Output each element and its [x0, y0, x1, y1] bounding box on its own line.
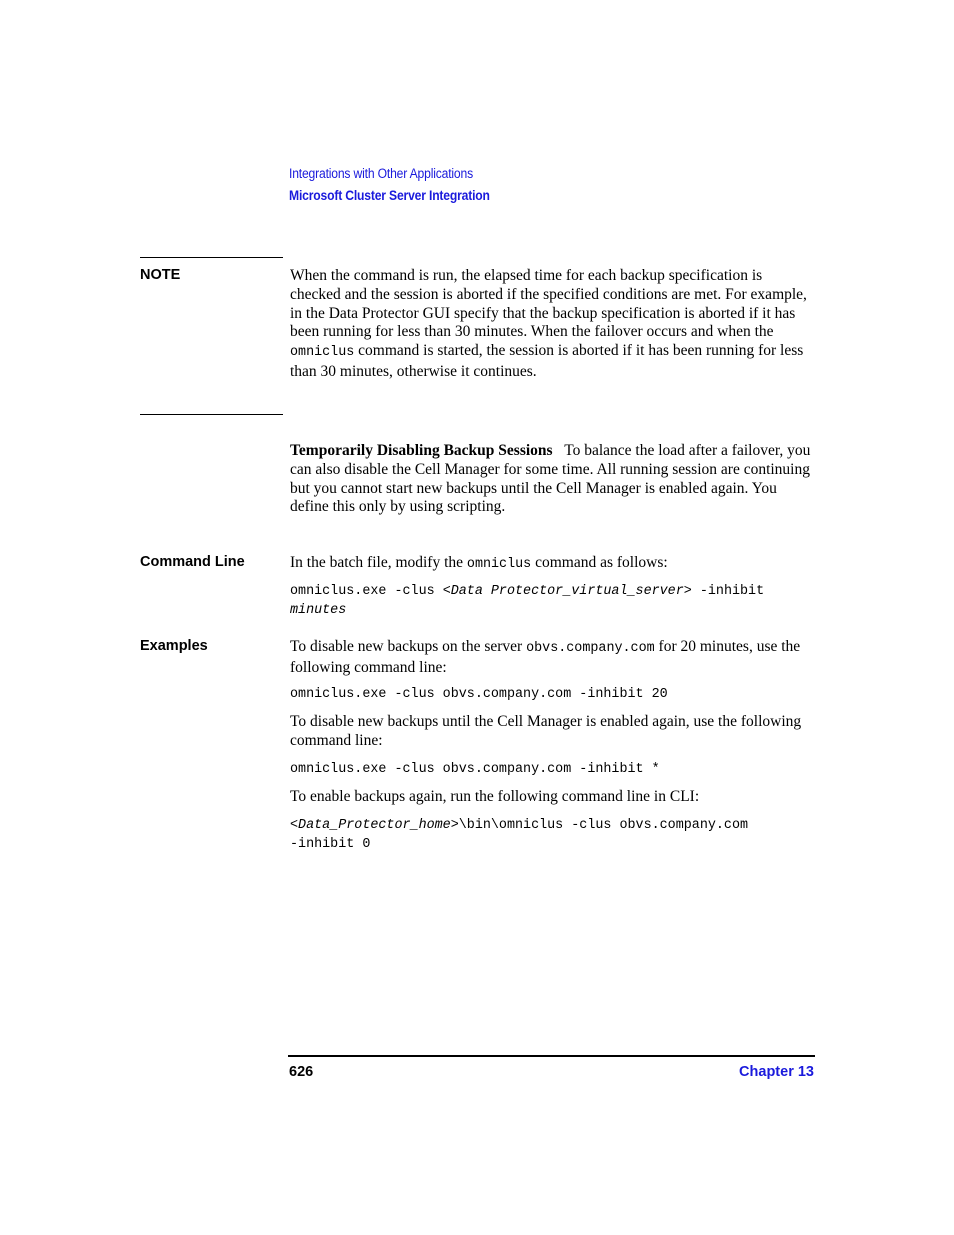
command-line-intro [290, 554, 815, 575]
command-line-code-suffix: -inhibit [691, 584, 765, 599]
command-line-code-block [290, 583, 815, 620]
examples-code-3-placeholder: <Data_Protector_home> [290, 818, 459, 833]
note-inline-code: omniclus [290, 345, 355, 361]
examples-code-1: omniclus.exe -clus obvs.company.com -inhibit 20 [290, 687, 668, 702]
examples-p1-inline-code: obvs.company.com [526, 641, 655, 656]
command-line-text-part-1: In the batch file, modify the [290, 554, 467, 571]
disabling-text: To balance the load after a failover, you can also disable the Cell Manager for some time. All running session are continuing but you cannot start new backups until the Cell Manager is enabled again. You define this only by using scripting. [290, 442, 811, 516]
breadcrumb-subsection: Microsoft Cluster Server Integration [289, 188, 490, 203]
note-text [290, 267, 815, 382]
command-line-text-part-2: command as follows: [531, 554, 668, 571]
command-line-code-placeholder: <Data Protector_virtual_server> [442, 584, 692, 599]
page-number: 626 [289, 1064, 314, 1080]
examples-code-3-line-2: -inhibit 0 [290, 836, 371, 852]
note-text-part-2: command is started, the session is aborted if it has been running for less than 30 minutes, otherwise it continues. [290, 342, 804, 380]
note-label: NOTE [140, 267, 181, 283]
examples-label: Examples [140, 638, 208, 654]
command-line-code-arg: minutes [290, 602, 347, 618]
examples-paragraph-2: To disable new backups until the Cell Manager is enabled again, use the following command line: [290, 713, 802, 749]
note-text-part-1: When the command is run, the elapsed time for each backup specification is checked and the session is aborted if the specified conditions are met. For example, in the Data Protector GUI specify that the backup specification is aborted if it has been running for less than 30 minutes. When the failover occurs and when the [290, 267, 807, 341]
examples-code-3-rest: \bin\omniclus -clus obvs.company.com [458, 818, 749, 833]
examples-paragraph-3: To enable backups again, run the following command line in CLI: [290, 788, 700, 805]
examples-code-3 [290, 817, 815, 854]
disabling-heading: Temporarily Disabling Backup Sessions [290, 442, 553, 459]
examples-code-2: omniclus.exe -clus obvs.company.com -inhibit * [290, 762, 660, 777]
chapter-label: Chapter 13 [739, 1064, 814, 1080]
breadcrumb-section: Integrations with Other Applications [289, 166, 473, 181]
examples-p1-text-2: for 20 minutes, use the following command line: [290, 638, 801, 676]
disabling-paragraph [290, 442, 815, 517]
note-top-rule [140, 257, 283, 258]
command-line-code-prefix: omniclus.exe -clus [290, 584, 443, 599]
command-line-label: Command Line [140, 554, 245, 570]
examples-p1-text-1: To disable new backups on the server [290, 638, 527, 655]
command-line-inline-code: omniclus [466, 557, 532, 572]
note-bottom-rule [140, 414, 283, 415]
examples-paragraph-1 [290, 638, 815, 678]
footer-rule [288, 1055, 815, 1057]
